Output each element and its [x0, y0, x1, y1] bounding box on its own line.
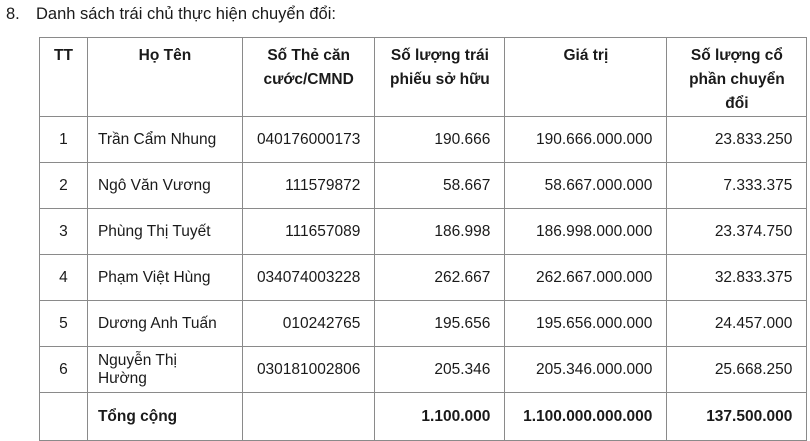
cell-shares: 23.374.750	[667, 209, 807, 255]
cell-bonds: 195.656	[375, 301, 505, 347]
cell-shares: 23.833.250	[667, 117, 807, 163]
total-shares: 137.500.000	[667, 393, 807, 441]
cell-bonds: 186.998	[375, 209, 505, 255]
total-bonds: 1.100.000	[375, 393, 505, 441]
cell-id: 040176000173	[242, 117, 374, 163]
cell-id: 111657089	[242, 209, 374, 255]
cell-value: 262.667.000.000	[505, 255, 667, 301]
cell-shares: 7.333.375	[667, 163, 807, 209]
cell-name: Phạm Việt Hùng	[87, 255, 242, 301]
cell-bonds: 190.666	[375, 117, 505, 163]
cell-bonds: 262.667	[375, 255, 505, 301]
cell-name: Nguyễn Thị Hường	[87, 347, 242, 393]
cell-id: 034074003228	[242, 255, 374, 301]
cell-bonds: 205.346	[375, 347, 505, 393]
cell-id-empty	[242, 393, 374, 441]
cell-id: 030181002806	[242, 347, 374, 393]
total-row	[40, 393, 807, 441]
header-tt: TT	[40, 38, 88, 117]
header-name: Họ Tên	[87, 38, 242, 117]
cell-name: Ngô Văn Vương	[87, 163, 242, 209]
cell-name: Phùng Thị Tuyết	[87, 209, 242, 255]
cell-value: 205.346.000.000	[505, 347, 667, 393]
table-row	[40, 163, 807, 209]
cell-bonds: 58.667	[375, 163, 505, 209]
cell-name: Trần Cẩm Nhung	[87, 117, 242, 163]
table-row	[40, 209, 807, 255]
total-value: 1.100.000.000.000	[505, 393, 667, 441]
header-row	[40, 38, 807, 117]
cell-shares: 24.457.000	[667, 301, 807, 347]
cell-tt: 1	[40, 117, 88, 163]
table-row	[40, 255, 807, 301]
header-shares: Số lượng cổ phần chuyển đổi	[667, 38, 807, 117]
cell-tt-empty	[40, 393, 88, 441]
cell-value: 58.667.000.000	[505, 163, 667, 209]
cell-value: 190.666.000.000	[505, 117, 667, 163]
total-label: Tổng cộng	[87, 393, 242, 441]
header-value: Giá trị	[505, 38, 667, 117]
cell-value: 186.998.000.000	[505, 209, 667, 255]
table-row	[40, 301, 807, 347]
cell-tt: 3	[40, 209, 88, 255]
cell-name: Dương Anh Tuấn	[87, 301, 242, 347]
cell-id: 111579872	[242, 163, 374, 209]
cell-shares: 25.668.250	[667, 347, 807, 393]
header-bonds: Số lượng trái phiếu sở hữu	[375, 38, 505, 117]
cell-shares: 32.833.375	[667, 255, 807, 301]
cell-tt: 6	[40, 347, 88, 393]
bondholders-table	[39, 37, 807, 441]
section-number: 8.	[6, 5, 20, 23]
cell-id: 010242765	[242, 301, 374, 347]
cell-tt: 2	[40, 163, 88, 209]
cell-value: 195.656.000.000	[505, 301, 667, 347]
cell-tt: 4	[40, 255, 88, 301]
section-heading	[6, 4, 336, 24]
table-row	[40, 117, 807, 163]
table-row	[40, 347, 807, 393]
cell-tt: 5	[40, 301, 88, 347]
header-id: Số Thẻ căn cước/CMND	[242, 38, 374, 117]
section-title: Danh sách trái chủ thực hiện chuyển đổi:	[36, 5, 336, 23]
